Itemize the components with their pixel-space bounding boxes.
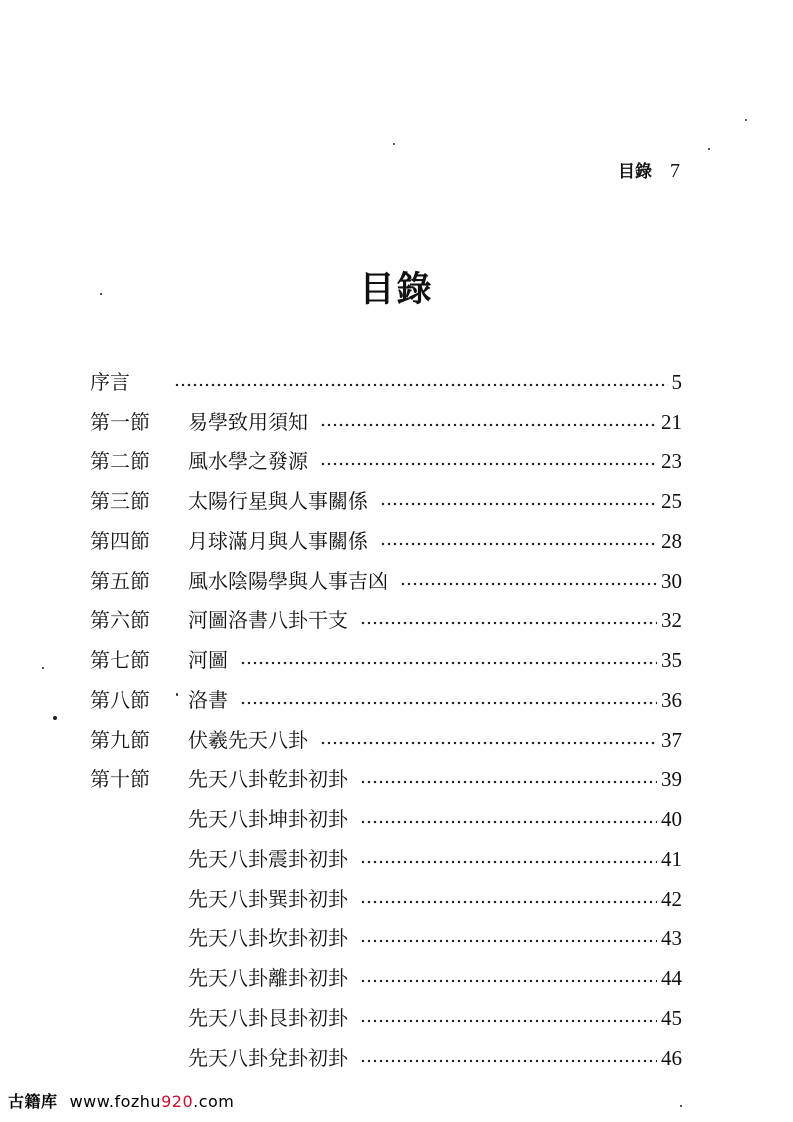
toc-page-number: 5 [671, 369, 682, 394]
toc-title: 伏羲先天八卦 [188, 727, 308, 752]
toc-section-label: 第二節 [90, 449, 150, 474]
toc-page-number: 45 [661, 1005, 682, 1030]
toc-entry [90, 799, 682, 839]
toc-page-number: 32 [661, 608, 682, 633]
toc-dot-leader [360, 1047, 657, 1069]
toc-title: 先天八卦震卦初卦 [188, 846, 348, 871]
toc-dot-leader [320, 729, 657, 751]
toc-page-number: 39 [661, 767, 682, 792]
toc-page-number: 25 [661, 489, 682, 514]
toc-dot-leader [240, 689, 657, 711]
toc-page-number: 43 [661, 926, 682, 951]
running-head-label: 目錄 [618, 162, 652, 182]
toc-page-number: 41 [661, 846, 682, 871]
toc-page-number: 28 [661, 528, 682, 553]
toc-section-label: 序言 [90, 369, 130, 394]
watermark-brand: 古籍库 [8, 1092, 58, 1111]
toc-section-label: 第九節 [90, 727, 150, 752]
toc-dot-leader [400, 570, 657, 592]
page-title: 目錄 [359, 270, 434, 310]
toc-section-label: 第六節 [90, 608, 150, 633]
toc-title: 先天八卦乾卦初卦 [188, 767, 348, 792]
toc-section-label: 第八節 [90, 687, 150, 712]
toc-title: 河圖洛書八卦干支 [188, 608, 348, 633]
toc-dot-leader [360, 967, 657, 989]
scan-speck [393, 143, 395, 145]
toc-entry [90, 442, 682, 482]
toc-section-label: 第七節 [90, 648, 150, 673]
toc-entry [90, 402, 682, 442]
toc-entry [90, 879, 682, 919]
toc-title: 先天八卦坎卦初卦 [188, 926, 348, 951]
toc-title: 先天八卦離卦初卦 [188, 966, 348, 991]
toc-entry [90, 561, 682, 601]
toc-entry [90, 521, 682, 561]
watermark-footer [8, 1089, 234, 1112]
toc-entry [90, 720, 682, 760]
toc-dot-leader [360, 848, 657, 870]
toc-dot-leader [360, 888, 657, 910]
toc-title: 月球滿月與人事關係 [188, 528, 368, 553]
page-number: 7 [670, 160, 680, 182]
toc-page-number: 40 [661, 807, 682, 832]
toc-section-label: 第十節 [90, 767, 150, 792]
toc-title: 風水學之發源 [188, 449, 308, 474]
toc-dot-leader [360, 609, 657, 631]
toc-entry [90, 839, 682, 879]
toc-dot-leader [174, 371, 668, 393]
toc-page-number: 35 [661, 648, 682, 673]
scan-speck [176, 693, 178, 696]
running-head [618, 157, 680, 183]
toc-entry [90, 1038, 682, 1078]
toc-entry [90, 919, 682, 959]
toc-title: 太陽行星與人事關係 [188, 489, 368, 514]
toc-page-number: 21 [661, 409, 682, 434]
toc-entry [90, 640, 682, 680]
toc-title: 先天八卦巽卦初卦 [188, 886, 348, 911]
toc-dot-leader [380, 530, 657, 552]
toc-entry [90, 601, 682, 641]
toc-title: 先天八卦坤卦初卦 [188, 807, 348, 832]
toc-entry [90, 362, 682, 402]
toc-section-label: 第四節 [90, 528, 150, 553]
watermark-url: www.fozhu920.com [69, 1092, 235, 1111]
scan-speck [680, 1105, 682, 1107]
toc-entry [90, 998, 682, 1038]
toc-dot-leader [360, 768, 657, 790]
toc-section-label: 第三節 [90, 489, 150, 514]
toc-page-number: 30 [661, 568, 682, 593]
toc-dot-leader [360, 808, 657, 830]
toc-section-label: 第五節 [90, 568, 150, 593]
toc-page-number: 37 [661, 727, 682, 752]
toc-title: 先天八卦兌卦初卦 [188, 1045, 348, 1070]
toc-dot-leader [360, 1007, 657, 1029]
scan-speck [100, 293, 102, 295]
table-of-contents [90, 362, 682, 1078]
scan-speck [42, 667, 44, 669]
toc-page-number: 36 [661, 687, 682, 712]
toc-dot-leader [320, 450, 657, 472]
toc-title: 洛書 [188, 687, 228, 712]
toc-entry [90, 760, 682, 800]
toc-dot-leader [320, 411, 657, 433]
scan-speck [745, 119, 747, 121]
toc-dot-leader [380, 490, 657, 512]
toc-entry [90, 680, 682, 720]
toc-title: 河圖 [188, 648, 228, 673]
toc-page-number: 46 [661, 1045, 682, 1070]
toc-title: 風水陰陽學與人事吉凶 [188, 568, 388, 593]
toc-dot-leader [360, 927, 657, 949]
toc-title: 易學致用須知 [188, 409, 308, 434]
scan-speck [708, 148, 710, 150]
toc-dot-leader [240, 649, 657, 671]
toc-entry [90, 481, 682, 521]
toc-entry [90, 958, 682, 998]
toc-title: 先天八卦艮卦初卦 [188, 1005, 348, 1030]
toc-page-number: 42 [661, 886, 682, 911]
toc-section-label: 第一節 [90, 409, 150, 434]
scan-speck [53, 716, 57, 720]
toc-page-number: 23 [661, 449, 682, 474]
toc-page-number: 44 [661, 966, 682, 991]
